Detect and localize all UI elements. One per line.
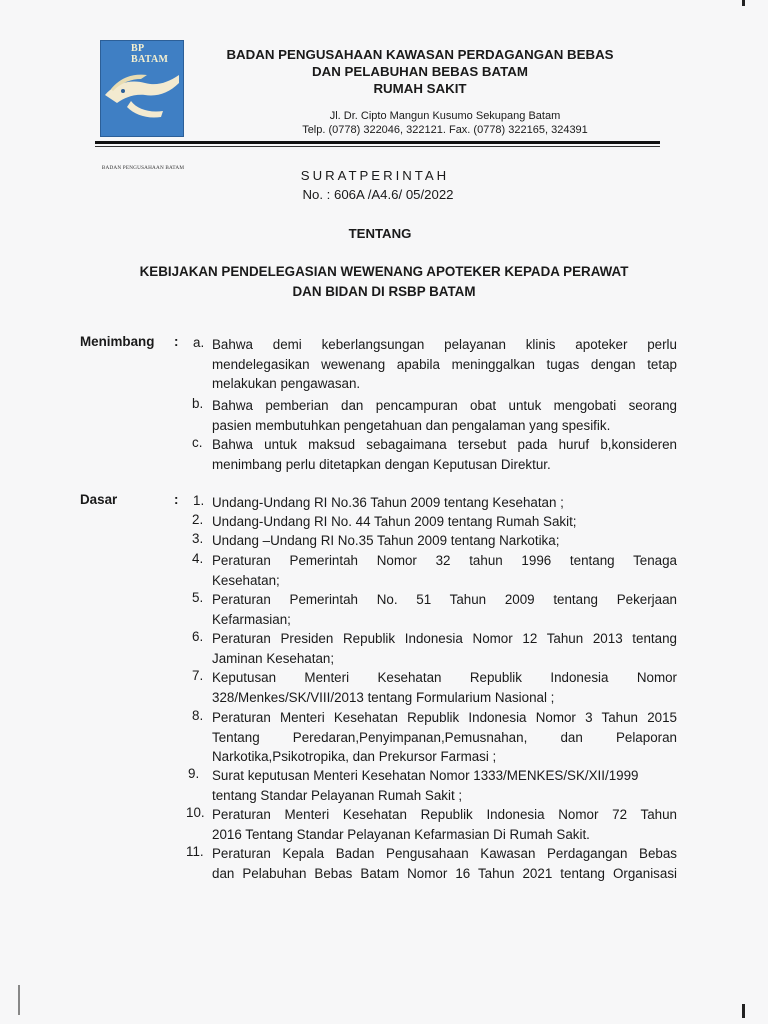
letterhead-rule-thin [95, 146, 660, 147]
text-line: Undang-Undang RI No.36 Tahun 2009 tentang Kesehatan ; [212, 495, 564, 510]
text-line: Bahwa pemberian dan pencampuran obat untuk mengobati seorang [212, 398, 677, 413]
dasar-marker-1: 1. [193, 493, 205, 508]
dasar-marker-9: 9. [188, 766, 200, 781]
dasar-marker-2: 2. [192, 512, 204, 527]
dasar-marker-6: 6. [192, 629, 204, 644]
menimbang-marker-b: b. [192, 396, 204, 411]
text-line: Undang –Undang RI No.35 Tahun 2009 tentang Narkotika; [212, 533, 560, 548]
text-line: Peraturan Kepala Badan Pengusahaan Kawasan Perdagangan Bebas [212, 846, 677, 861]
dasar-item-10 [212, 805, 677, 844]
scan-edge-mark [742, 1004, 745, 1018]
text-line: Undang-Undang RI No. 44 Tahun 2009 tentang Rumah Sakit; [212, 514, 577, 529]
dasar-item-2 [212, 512, 677, 532]
text-line: Peraturan Menteri Kesehatan Republik Indonesia Nomor 72 Tahun [212, 807, 677, 822]
subject-line-2: DAN BIDAN DI RSBP BATAM [292, 284, 476, 299]
text-line: Bahwa demi keberlangsungan pelayanan klinis apoteker perlu [212, 337, 677, 352]
document-number: No. : 606A /A4.6/ 05/2022 [302, 187, 454, 202]
dasar-item-1 [212, 493, 677, 513]
scan-edge-mark [742, 0, 745, 6]
scan-edge-mark [18, 985, 20, 1015]
text-line: Bahwa untuk maksud sebagaimana tersebut pada huruf b,konsideren [212, 437, 677, 452]
text-line: Kesehatan; [212, 572, 280, 588]
dasar-item-9 [212, 766, 677, 805]
dasar-colon: : [174, 492, 179, 507]
bp-batam-logo [100, 40, 185, 171]
text-line: tentang Standar Pelayanan Rumah Sakit ; [212, 787, 463, 803]
menimbang-item-b [212, 396, 677, 435]
dasar-item-8 [212, 708, 677, 767]
dasar-item-11 [212, 844, 677, 883]
dasar-label: Dasar [80, 492, 118, 507]
dasar-marker-7: 7. [192, 668, 204, 683]
text-line: pasien membutuhkan pengetahuan dan pengalaman yang spesifik. [212, 417, 611, 433]
letterhead-rule-thick [95, 141, 660, 144]
text-line: Peraturan Pemerintah Nomor 32 tahun 1996 tentang Tenaga [212, 553, 677, 568]
org-name-line-3: RUMAH SAKIT [373, 81, 467, 96]
text-line: Kefarmasian; [212, 611, 291, 627]
dasar-marker-5: 5. [192, 590, 204, 605]
logo-brand-text: BP BATAM [131, 43, 169, 65]
dasar-marker-11: 11. [186, 844, 204, 859]
text-line: Jaminan Kesehatan; [212, 650, 335, 666]
menimbang-marker-c: c. [192, 435, 203, 450]
text-line: Tentang Peredaran,Penyimpanan,Pemusnahan, dan Pelaporan [212, 729, 677, 745]
dasar-marker-3: 3. [192, 531, 204, 546]
eagle-emblem-icon [101, 53, 183, 133]
menimbang-item-a [212, 335, 677, 394]
dasar-item-6 [212, 629, 677, 668]
org-name-line-1: BADAN PENGUSAHAAN KAWASAN PERDAGANGAN BEBAS [226, 47, 614, 62]
tentang-heading: TENTANG [348, 226, 412, 241]
text-line: Peraturan Pemerintah No. 51 Tahun 2009 tentang Pekerjaan [212, 592, 677, 607]
text-line: dan Pelabuhan Bebas Batam Nomor 16 Tahun 2021 tentang Organisasi [212, 865, 677, 881]
org-name-line-2: DAN PELABUHAN BEBAS BATAM [312, 64, 528, 79]
document-title: SURATPERINTAH [300, 168, 450, 183]
subject-line-1: KEBIJAKAN PENDELEGASIAN WEWENANG APOTEKER KEPADA PERAWAT [139, 264, 629, 279]
text-line: melakukan pengawasan. [212, 376, 361, 391]
text-line: 2016 Tentang Standar Pelayanan Kefarmasian Di Rumah Sakit. [212, 826, 590, 842]
text-line: 328/Menkes/SK/VIII/2013 tentang Formularium Nasional ; [212, 689, 555, 705]
menimbang-colon: : [174, 334, 179, 349]
text-line: menimbang perlu ditetapkan dengan Keputusan Direktur. [212, 456, 551, 472]
text-line: Keputusan Menteri Kesehatan Republik Indonesia Nomor [212, 670, 677, 685]
dasar-marker-4: 4. [192, 551, 204, 566]
address-line-2: Telp. (0778) 322046, 322121. Fax. (0778) 322165, 324391 [302, 124, 588, 136]
dasar-marker-8: 8. [192, 708, 204, 723]
address-line-1: Jl. Dr. Cipto Mangun Kusumo Sekupang Batam [329, 110, 561, 122]
dasar-marker-10: 10. [186, 805, 205, 820]
text-line: mendelegasikan wewenang apabila meninggalkan tugas dengan tetap [212, 356, 677, 372]
text-line: Narkotika,Psikotropika, dan Prekursor Farmasi ; [212, 749, 497, 764]
dasar-item-5 [212, 590, 677, 629]
menimbang-label: Menimbang [80, 334, 155, 349]
text-line: Peraturan Menteri Kesehatan Republik Indonesia Nomor 3 Tahun 2015 [212, 710, 677, 725]
dasar-item-4 [212, 551, 677, 590]
dasar-item-7 [212, 668, 677, 707]
logo-caption: BADAN PENGUSAHAAN BATAM [101, 165, 185, 171]
menimbang-marker-a: a. [193, 335, 205, 350]
text-line: Peraturan Presiden Republik Indonesia Nomor 12 Tahun 2013 tentang [212, 631, 677, 646]
dasar-item-3 [212, 531, 677, 551]
text-line: Surat keputusan Menteri Kesehatan Nomor 1333/MENKES/SK/XII/1999 [212, 768, 639, 783]
menimbang-item-c [212, 435, 677, 474]
